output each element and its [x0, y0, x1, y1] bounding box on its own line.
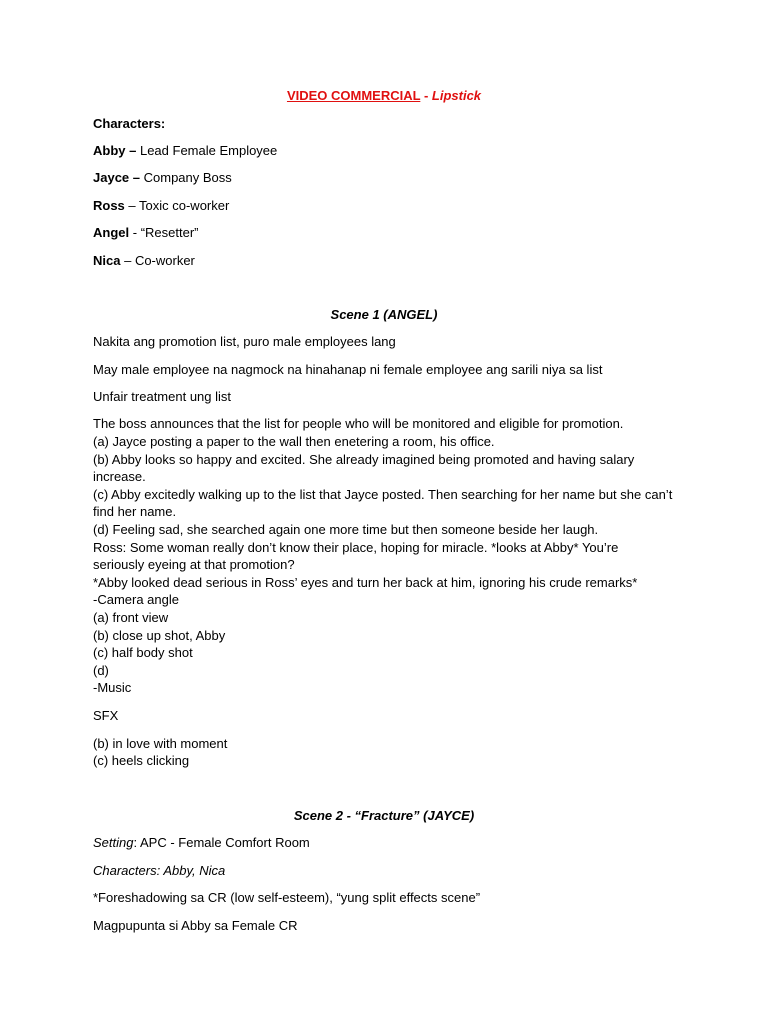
character-line-abby [93, 142, 277, 160]
character-line-ross [93, 197, 229, 215]
character-role: Toxic co-worker [139, 198, 230, 213]
scene2-characters: Characters: Abby, Nica [93, 863, 226, 878]
scene1-line: (a) front view [93, 610, 169, 625]
character-separator: – [124, 198, 140, 213]
scene1-line: (d) [93, 663, 109, 678]
scene1-line: *Abby looked dead serious in Ross’ eyes and turn her back at him, ignoring his crude remarks* [93, 575, 638, 590]
scene2-heading: Scene 2 - “Fracture” (JAYCE) [293, 808, 475, 823]
character-separator: – [120, 253, 135, 268]
setting-value: : APC - Female Comfort Room [133, 835, 310, 850]
scene1-line: (c) heels clicking [93, 753, 190, 768]
setting-label: Setting [93, 835, 134, 850]
characters-heading: Characters: [93, 116, 166, 131]
title-separator: - [420, 88, 432, 103]
document-title [0, 87, 768, 105]
character-separator: - [129, 225, 141, 240]
scene1-line: (d) Feeling sad, she searched again one more time but then someone beside her laugh. [93, 522, 599, 537]
character-name: Abby [93, 143, 126, 158]
character-line-nica [93, 252, 195, 270]
character-name: Nica [93, 253, 121, 268]
scene1-line: Nakita ang promotion list, puro male employees lang [93, 334, 396, 349]
scene1-line: -Camera angle [93, 592, 179, 607]
scene1-line: (c) half body shot [93, 645, 193, 660]
scene1-line: SFX [93, 708, 119, 723]
character-role: “Resetter” [140, 225, 199, 240]
character-role: Lead Female Employee [139, 143, 278, 158]
character-role: Co-worker [134, 253, 195, 268]
scene2-setting [93, 834, 310, 852]
scene1-line: May male employee na nagmock na hinahanap ni female employee ang sarili niya sa list [93, 362, 603, 377]
scene1-heading: Scene 1 (ANGEL) [330, 307, 438, 322]
scene2-line: Magpupunta si Abby sa Female CR [93, 918, 298, 933]
title-sub: Lipstick [431, 88, 482, 103]
scene1-line: find her name. [93, 504, 177, 519]
character-role: Company Boss [143, 170, 232, 185]
scene1-line: (b) in love with moment [93, 736, 228, 751]
character-name: Jayce [93, 170, 130, 185]
scene1-line: The boss announces that the list for people who will be monitored and eligible for promotion. [93, 416, 624, 431]
scene1-line: -Music [93, 680, 132, 695]
scene1-line: Unfair treatment ung list [93, 389, 232, 404]
scene1-line: (b) close up shot, Abby [93, 628, 226, 643]
character-line-angel [93, 224, 198, 242]
scene1-line: (b) Abby looks so happy and excited. She already imagined being promoted and having salary [93, 452, 635, 467]
scene1-line: Ross: Some woman really don’t know their place, hoping for miracle. *looks at Abby* You’re [93, 540, 619, 555]
character-separator: – [129, 170, 144, 185]
character-separator: – [125, 143, 140, 158]
scene1-line: (c) Abby excitedly walking up to the list that Jayce posted. Then searching for her name but she can’t [93, 487, 673, 502]
character-name: Ross [93, 198, 125, 213]
character-name: Angel [93, 225, 130, 240]
scene1-line: seriously eyeing at that promotion? [93, 557, 295, 572]
scene2-line: *Foreshadowing sa CR (low self-esteem), “yung split effects scene” [93, 890, 481, 905]
scene1-line: (a) Jayce posting a paper to the wall then enetering a room, his office. [93, 434, 495, 449]
scene1-line: increase. [93, 469, 146, 484]
title-main: VIDEO COMMERCIAL [286, 88, 421, 103]
character-line-jayce [93, 169, 232, 187]
